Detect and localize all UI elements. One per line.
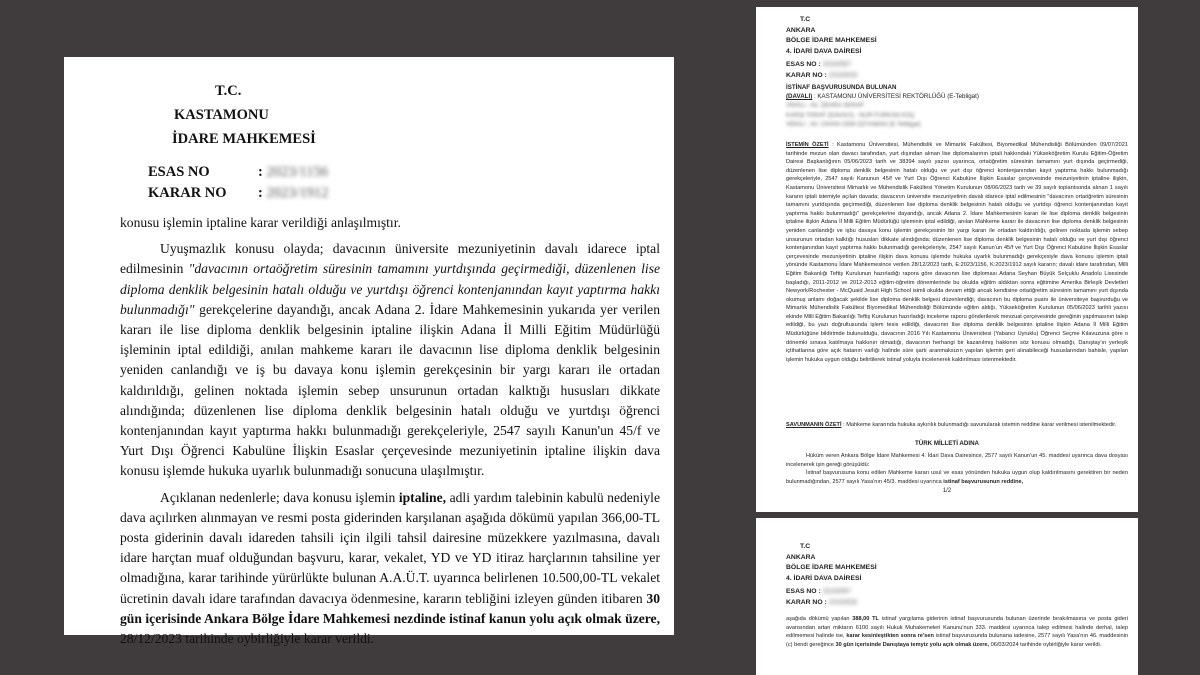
kastamonu-court-decision <box>64 57 674 647</box>
judgment-text: Hüküm veren Ankara Bölge İdare Mahkemesi 4. İdari Dava Dairesince, 2577 sayılı Kanun'un 45. maddesi uyarınca dava dosyası incelenerek işin gereği görüşüldü: İstinaf başvurusuna konu edilen Mahkeme kararı usul ve esas yönünden hukuka uygun olup kaldırılmasını gerektiren bir neden bulunmadığından, 2577 sayılı Yasa'nın 45/3. maddesi uyarınca istinaf başvurusunun reddine, <box>786 453 1128 485</box>
karar-value: 2023/1912 <box>266 185 329 201</box>
esas-row: ESAS NO : 2023/1156 <box>148 162 329 183</box>
karar-label: KARAR NO <box>148 185 227 201</box>
defense-summary: SAVUNMANIN ÖZETİ : Mahkeme kararında hukuka aykırılık bulunmadığı savunularak istemin reddine karar verilmesi istenilmektedir. <box>786 422 1117 428</box>
request-summary: İSTEMİN ÖZETİ : Kastamonu Üniversitesi, Mühendislik ve Mimarlık Fakültesi, Biyomedikal Mühendisliği Bölümünden 09/07/2021 tarihinde mezun olan davacı tarafından, yurt dışından alınan lise diplomalarının iptali hakkındaki Yükseköğretim Kurulu Eğitim-Öğretim Dairesi Başkanlığının 05/06/2023 tarih ve 38394 sayılı yazısı uyarınca, ortaöğretim süresinin tamamını yurt dışında geçirmediği, düzenlenen lise diploma denklik belgesinin hatalı olduğu ve yurt dışı öğrenci kontenjanından kayıt yaptırma hakkı bulunmadığı gerekçeleriyle, 2547 sayılı Kanunun 45/f ve Yurt Dışı Öğrenci Kabulüne İlişkin Esaslar çerçevesinde mezuniyetinin iptaline ilişkin, Kastamonu Üniversitesi Mimarlık ve Mühendislik Fakültesi Yönetim Kurulunun 08/06/2023 tarih ve 39 sayılı toplantısında alınan 1 sayılı kararın iptali istemiyle açılan davada; davacının üniversite mezuniyetinin davalı idarece iptal edilmesinin "davacının ortaöğretim süresinin tamamını yurtdışında geçirmediği, düzenlenen lise diploma denklik belgesinin hatalı olduğu ve yurtdışı öğrenci kontenjanından kayıt yaptırma hakkı bulunmadığı" gerekçelerine dayandığı, ancak Adana 2. İdare Mahkemesinin kararı ile lise diploma denklik belgesinin iptaline ilişkin Adana İl Milli Eğitim Müdürlüğü işleminin iptal edildiği, anılan Mahkeme kararı ile davacının lise diploma denklik belgesinin yeniden canlandığı ve işbu davaya konu işlemin gerekçesinin bir yargı kararı ile ortadan kaldırıldığı, gelinen noktada işlemin sebep unsurunun ortadan kalktığı hususları dikkate alındığında; düzenlenen lise diploma denklik belgesinin hatalı olduğu ve yurt dışı öğrenci kontenjanından kayıt yaptırma hakkı bulunmadığı gerekçeleriyle, 2547 sayılı Kanun'un 45/f ve Yurt Dışı Öğrenci Kabulüne İlişkin Esaslar çerçevesinde mezuniyetinin iptaline ilişkin dava konusu işlemde hukuka uyarlık bulunmadığı gerekçesiyle dava konusu işlemin iptali yönünde Kastamonu İdare Mahkemesince verilen 28/12/2023 tarih, E:2023/1156, K:2023/1912 sayılı kararın; davalı idare tarafından, Milli Eğitim Bakanlığı Teftiş Kurulunun hazırladığı rapora göre davacının lise diploması Adana Seyhan Büyük Selçuklu Anadolu Lisesinde başladığı, 2011-2012 ve 2012-2013 eğitim-öğretim dönemlerinde bu okulda eğitim aldıktan sonra eğitimine Amerika Birleşik Devletleri Newyork/Rochester - McQuaid Jesuit High School isimli okulda devam ettiği ancak kendisine ortaöğretim süresinin tamamını yurt dışında okumuş anlamı doğacak şekilde lise diploma denklik belgesi düzenlendiği, davacının bu diploma puanı ile üniversiteye başvurduğu ve Mimarlık Mühendislik Fakültesi Biyomedikal Mühendisliği Bölümünde eğitim aldığı, Yükseköğretim Kurulunun 05/06/2023 tarihli yazısı ekinde Milli Eğitim Bakanlığı Teftiş Kurulunun hazırladığı inceleme raporu gönderilerek mevzuat çerçevesinde gereğinin yapılmasının talep edildiği, bu yazı doğrultusunda işlem tesis edildiği, davacının lise diploma denklik belgesinin iptaline ilişkin Adana İl Milli Eğitim Müdürlüğüne bildirimde bulunulduğu, davacının 2016 Yılı Kastamonu Üniversitesi (Yabancı Uyruklu) Öğrenci Seçme Kılavuzuna göre o dönemki sınava katılmaya hakkının olmadığı, davacının herhangi bir kazanılmış hakkının söz konusu olmadığı, Danıştay'ın yerleşik içtihatlarına göre açık hatanın varlığı halinde süre şartı aranmaksızın yapılan işlemin geri alınabileceği hususlarından bahisle, yapılan işlemin hukuka uygun olduğu belirtilerek istinaf yoluyla incelenerek kaldırılması istenmektedir. <box>786 142 1128 363</box>
appeal-header: T.C ANKARA BÖLGE İDARE MAHKEMESİ 4. İDARİ DAVA DAİRESİ ESAS NO : 2024/567 KARAR NO : 2024/928 <box>786 16 877 79</box>
paragraph-verdict: Açıklanan nedenlerle; dava konusu işlemin iptaline, adli yardım talebinin kabulü nedeniyle dava açılırken alınmayan ve resmi posta giderinden karşılanan aşağıda dökümü yapılan 366,00-TL posta giderinin davalı idareden tahsili için ilgili tahsil dairesine müzekkere yazılmasına, davalı idare harçtan muaf olduğundan başvuru, karar, vekalet, YD ve YD itiraz harçlarının tahsiline yer olmadığına, karar tarihinde yürürlükte bulunan A.A.Ü.T. uyarınca belirlenen 10.500,00-TL vekalet ücretinin davalı idare tarafından davacıya ödenmesine, kararın tebliğini izleyen günden itibaren 30 gün içerisinde Ankara Bölge İdare Mahkemesi nezdinde istinaf kanun yolu açık olmak üzere, 28/12/2023 tarihinde oybirliğiyle karar verildi. <box>120 489 660 647</box>
parties-block: İSTİNAF BAŞVURUSUNDA BULUNAN (DAVALI) : KASTAMONU ÜNİVERSİTESİ REKTÖRLÜĞÜ (E-Tebligat) VEKİLİ : AV. ZEHRA SERAP KARŞI TARAF (DAVACI) : NUR FURKAN KOÇ VEKİLİ : AV. CİHAN CEM ÖZYAMAN (E-Tebligat) <box>786 84 979 128</box>
appeal-notice: 30 gün içerisinde Ankara Bölge İdare Mahkemesi nezdinde istinaf kanun yolu açık olmak üzere, <box>120 590 660 626</box>
paragraph-intro: konusu işlemin iptaline karar verildiği anlaşılmıştır. <box>120 215 401 230</box>
esas-value: 2023/1156 <box>266 164 328 180</box>
karar-row: KARAR NO : 2023/1912 <box>148 183 329 204</box>
ankara-appeal-page-2 <box>756 518 1138 675</box>
page-number: 1/2 <box>942 488 952 494</box>
appeal-header-2: T.C ANKARA BÖLGE İDARE MAHKEMESİ 4. İDARİ DAVA DAİRESİ ESAS NO : 2024/567 KARAR NO : 2024/928 <box>786 543 877 606</box>
page-2-text: aşağıda dökümü yapılan 388,00 TL istinaf yargılama giderinin istinaf başvurusunda bulunan üzerinde bırakılmasına ve posta gideri avansından artan miktarın 6100 sayılı Hukuk Muhakemeleri Kanunu'nun 333. maddesi uyarınca talep edilmesi halinde derhal, talep edilmemesi halinde ise, karar kesinleştikten sonra re'sen istinaf başvurusunda bulunana iadesine, 2577 sayılı Yasa'nın 46. maddesinin (c) bendi gereğince 30 gün içerisinde Danıştaya temyiz yolu açık olmak üzere, 06/03/2024 tarihinde oybirliğiyle karar verildi. <box>786 616 1129 648</box>
esas-label: ESAS NO <box>148 164 210 180</box>
decision-body <box>120 213 660 649</box>
case-refs <box>148 162 329 204</box>
paragraph-reasoning: Uyuşmazlık konusu olayda; davacının üniversite mezuniyetinin davalı idarece iptal edilmesinin "davacının ortaöğretim süresinin tamamını yurtdışında geçirmediği, düzenlenen lise diploma denklik belgesinin hatalı olduğu ve yurtdışı öğrenci kontenjanından kayıt yaptırma hakkı bulunmadığı" gerekçelerine dayandığı, ancak Adana 2. İdare Mahkemesinin yukarıda yer verilen kararı ile lise diploma denklik belgesinin iptaline ilişkin Adana İl Milli Eğitim Müdürlüğü işleminin iptal edildiği, anılan mahkeme kararı ile davacının lise diploma denklik belgesinin yeniden canlandığı ve iş bu davaya konu işlemin gerekçesinin bir yargı kararı ile ortadan kaldırıldığı, gelinen noktada işlemin sebep unsurunun ortadan kalktığı hususları dikkate alındığında; düzenlenen lise diploma denklik belgesinin hatalı olduğu ve yurtdışı öğrenci kontenjanından kayıt yaptırma hakkı bulunmadığı gerekçeleriyle, 2547 sayılı Kanun'un 45/f ve Yurt Dışı Öğrenci Kabulüne İlişkin Esaslar çerçevesinde mezuniyetinin iptaline ilişkin dava konusu işlemde hukuka uyarlık bulunmadığı sonucuna ulaşılmıştır. <box>120 241 661 479</box>
verdict-title: TÜRK MİLLETİ ADINA <box>914 440 980 447</box>
court-header <box>172 81 316 150</box>
ankara-appeal-page-1 <box>756 7 1138 512</box>
header-court: İDARE MAHKEMESİ <box>172 131 316 147</box>
header-tc: T.C. <box>215 83 242 99</box>
header-city: KASTAMONU <box>174 107 269 123</box>
quoted-grounds: "davacının ortaöğretim süresinin tamamını yurtdışında geçirmediği, düzenlenen lise diploma denklik belgesinin hatalı olduğu ve yurtdışı öğrenci kontenjanından kayıt yaptırma hakkı bulunmadığı" <box>120 261 661 317</box>
